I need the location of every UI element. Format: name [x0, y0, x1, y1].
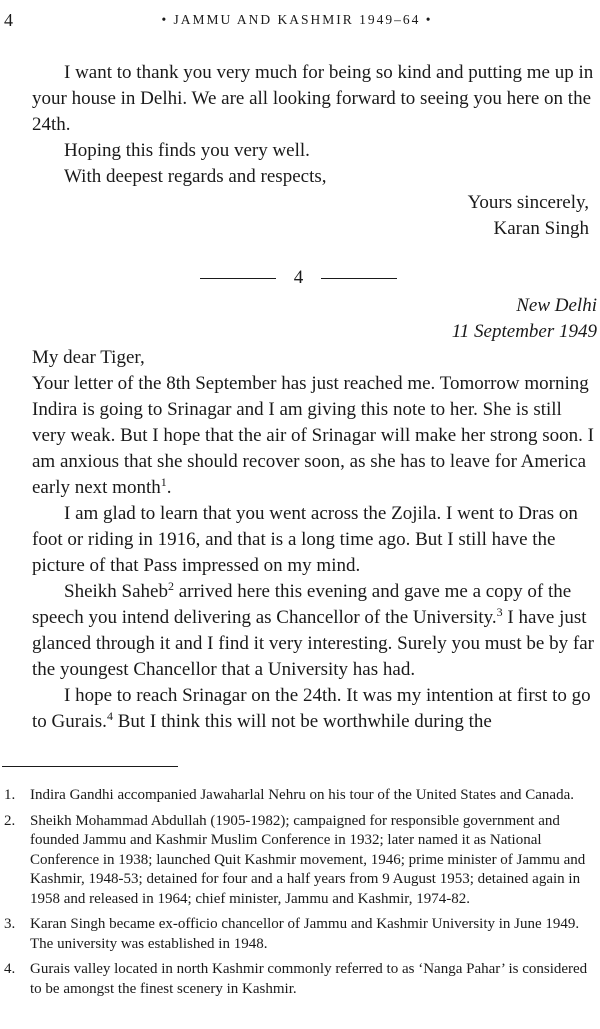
letter1-paragraph-2: Hoping this finds you very well.	[64, 140, 310, 161]
footnote-rule	[2, 766, 178, 767]
footnote-3	[4, 915, 597, 954]
running-head: • JAMMU AND KASHMIR 1949–64 •	[161, 12, 433, 27]
letter2-paragraph-4-a: I hope to reach Srinagar on the 24th. It was my intention at first to go to Gurais.	[32, 685, 591, 732]
letter-separator	[0, 265, 597, 291]
footnote-ref-2: 2	[167, 579, 174, 593]
letter2-paragraph-4	[32, 683, 597, 735]
letter1-signature-block	[32, 190, 597, 242]
footnote-ref-3: 3	[496, 605, 503, 619]
letter2-paragraph-3-a: Sheikh Saheb	[64, 581, 168, 602]
letter1-signature: Karan Singh	[493, 218, 589, 239]
footnote-text: Karan Singh became ex-officio chancellor of Jammu and Kashmir University in June 1949. The university was established in 1948.	[30, 916, 580, 952]
footnote-number: 1.	[4, 787, 16, 803]
letter2-dateline	[32, 293, 597, 345]
letter-number: 4	[293, 267, 304, 288]
letter2-paragraph-2: I am glad to learn that you went across the Zojila. I went to Dras on foot or riding in 1916, and that is a long time ago. But I still have the picture of that Pass impressed on my mind.	[32, 503, 578, 576]
footnote-2	[4, 812, 597, 910]
letter1-paragraph-3: With deepest regards and respects,	[64, 166, 327, 187]
letter2-paragraph-3	[32, 579, 597, 683]
footnote-number: 2.	[4, 812, 16, 829]
footnote-ref-4: 4	[106, 709, 113, 723]
letter2-paragraph-1-text: Your letter of the 8th September has just reached me. Tomorrow morning Indira is going to Srinagar and I am giving this note to her. She is still very weak. But I hope that the air of Srinagar will make her strong soon. I am anxious that she should recover soon, as she has to leave for America early next month	[32, 373, 594, 498]
letter2-paragraph-1-end: .	[166, 477, 172, 498]
separator-rule-right	[321, 278, 397, 279]
footnote-text: Indira Gandhi accompanied Jawaharlal Nehru on his tour of the United States and Canada.	[30, 787, 574, 803]
footnote-number: 4.	[4, 961, 16, 977]
footnote-ref-1: 1	[160, 475, 167, 489]
footnote-1	[4, 786, 597, 806]
footnote-text: Sheikh Mohammad Abdullah (1905-1982); campaigned for responsible government and founded Jammu and Kashmir Muslim Conference in 1932; later named it as National Conference in 1938; launched Quit Kashmir movement, 1946; prime minister of Jammu and Kashmir, 1948-53; detained for four and a half years from 9 August 1953; detained again in 1958 and released in 1964; chief minister, Jammu and Kashmir, 1974-82.	[30, 812, 586, 907]
letter2-salutation: My dear Tiger,	[32, 347, 145, 368]
page-body	[32, 60, 597, 735]
letter2-paragraph-3-c: I have just glanced through it and I find it very interesting. Surely you must be by far the youngest Chancellor that a University has had.	[32, 607, 594, 680]
letter2-place: New Delhi	[516, 295, 597, 316]
page-number: 4	[4, 10, 13, 30]
letter1-closing: Yours sincerely,	[467, 192, 589, 213]
letter1-paragraph-1: I want to thank you very much for being so kind and putting me up in your house in Delhi. We are all looking forward to seeing you here on the 24th.	[32, 62, 594, 135]
footnote-number: 3.	[4, 916, 16, 932]
footnote-text: Gurais valley located in north Kashmir commonly referred to as ‘Nanga Pahar’ is considered to be amongst the finest scenery in Kashmir.	[30, 961, 588, 997]
page-header	[4, 6, 590, 32]
letter2-date: 11 September 1949	[451, 321, 597, 342]
separator-rule-left	[200, 278, 276, 279]
letter2-paragraph-3-b: arrived here this evening and gave me a copy of the speech you intend delivering as Chancellor of the University.	[32, 581, 572, 628]
letter2-paragraph-1	[32, 371, 597, 501]
letter2-paragraph-4-b: But I think this will not be worthwhile during the	[112, 711, 492, 732]
footnotes	[4, 786, 597, 1005]
footnote-4	[4, 960, 597, 999]
